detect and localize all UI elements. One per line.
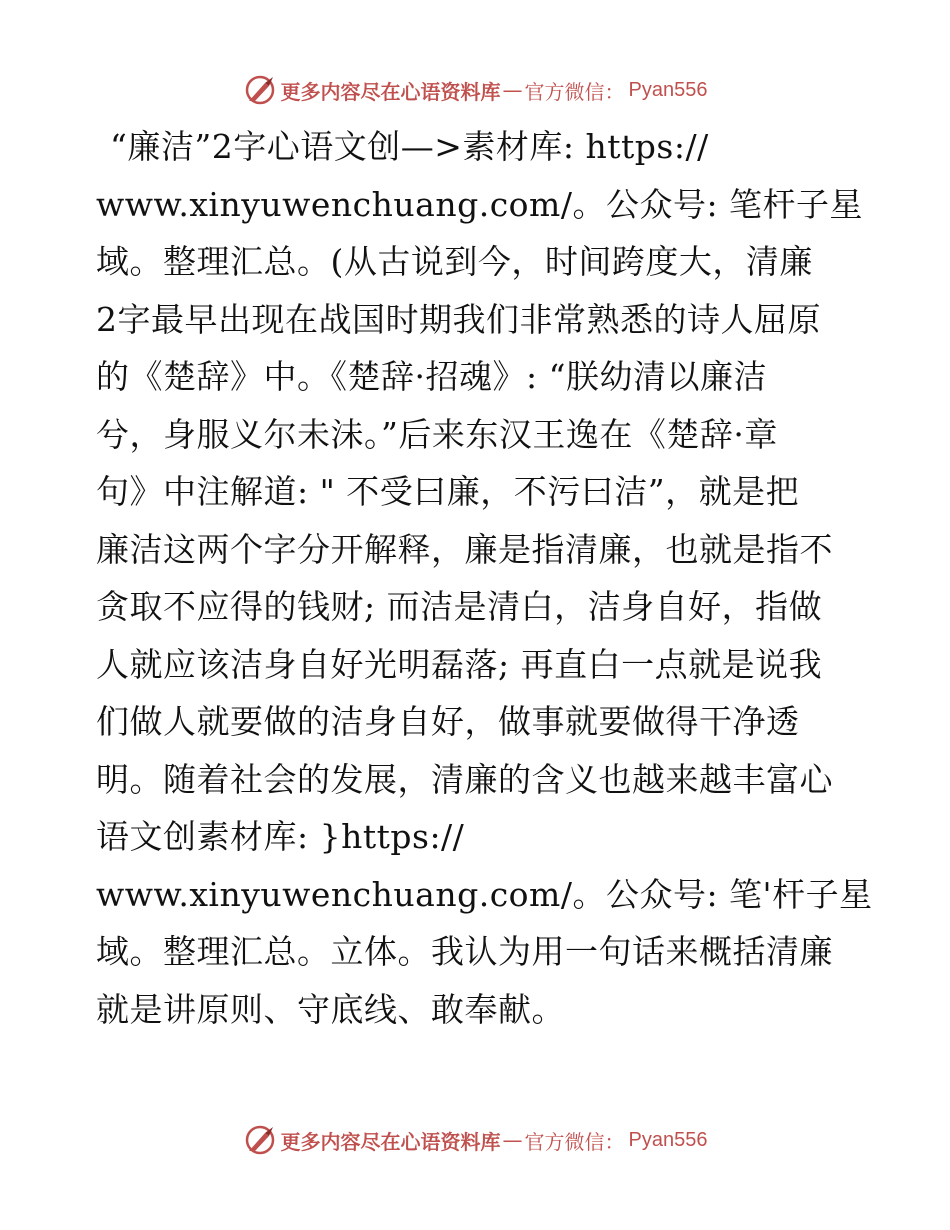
banner-brand-text: 更多内容尽在心语资料库 (280, 79, 501, 104)
quill-logo-icon (243, 1123, 277, 1157)
footer-banner (0, 1120, 950, 1160)
body-line: 句》中注解道: " 不受曰廉，不污曰洁”，就是把 (96, 472, 800, 511)
header-banner (0, 70, 950, 110)
body-line: 的《楚辞》中。《楚辞·招魂》: “朕幼清以廉洁 (96, 357, 767, 396)
body-line: www.xinyuwenchuang.com/。公众号: 笔杆子星 (96, 184, 864, 224)
body-line: 人就应该洁身自好光明磊落; 再直白一点就是说我 (96, 644, 823, 684)
body-line: 贪取不应得的钱财; 而洁是清白，洁身自好，指做 (96, 587, 823, 626)
banner-wechat-label: 官方微信： (524, 79, 625, 104)
banner-wechat-id: Pyan556 (628, 78, 708, 101)
body-line: 语文创素材库: }https:// (96, 817, 465, 856)
banner-wechat-label: 官方微信： (524, 1129, 625, 1154)
banner-separator: — (502, 1128, 523, 1152)
document-body (96, 118, 873, 1038)
body-line: 就是讲原则、守底线、敢奉献。 (96, 989, 565, 1029)
body-line: 明。随着社会的发展，清廉的含义也越来越丰富心 (96, 759, 833, 799)
body-line: 兮，身服义尔未沬。”后来东汉王逸在《楚辞·章 (96, 414, 778, 454)
banner-wechat-id: Pyan556 (628, 1128, 708, 1151)
body-line: 2字最早出现在战国时期我们非常熟悉的诗人屈原 (96, 299, 821, 339)
body-line: www.xinyuwenchuang.com/。公众号: 笔'杆子星 (96, 874, 873, 914)
body-line: 们做人就要做的洁身自好，做事就要做得干净透 (96, 702, 800, 741)
banner-separator: — (502, 78, 523, 102)
quill-logo-icon (243, 73, 277, 107)
body-line: 域。整理汇总。立体。我认为用一句话来概括清廉 (96, 932, 833, 971)
body-line: “廉洁”2字心语文创—>素材库: https:// (110, 127, 709, 166)
body-line: 廉洁这两个字分开解释，廉是指清廉，也就是指不 (96, 529, 833, 569)
body-line: 域。整理汇总。(从古说到今，时间跨度大，清廉 (96, 242, 813, 281)
banner-brand-text: 更多内容尽在心语资料库 (280, 1129, 501, 1154)
